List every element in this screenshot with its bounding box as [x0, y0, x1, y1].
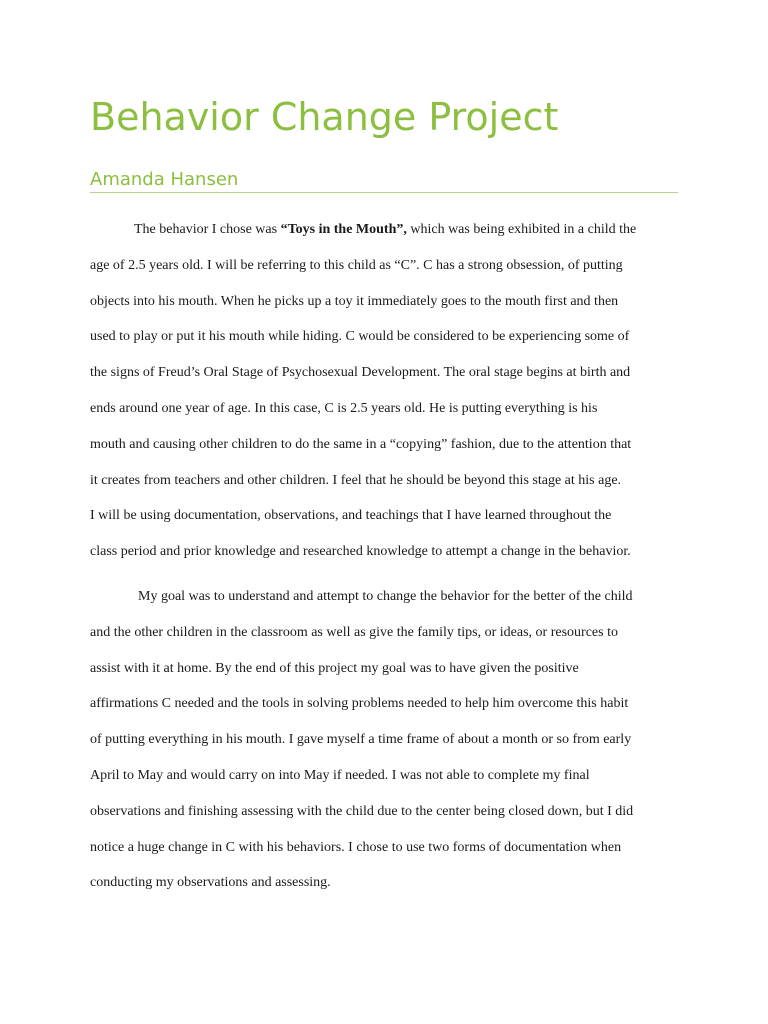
paragraph-line: notice a huge change in C with his behaviors. I chose to use two forms of documentation when: [90, 839, 622, 855]
paragraph-line: conducting my observations and assessing.: [90, 875, 331, 891]
paragraph-line: used to play or put it his mouth while hiding. C would be considered to be experiencing some of: [90, 329, 630, 345]
paragraph-line: mouth and causing other children to do the same in a “copying” fashion, due to the attention that: [90, 436, 632, 452]
paragraph-line: observations and finishing assessing with the child due to the center being closed down, but I did: [90, 803, 634, 819]
paragraph-line: affirmations C needed and the tools in solving problems needed to help him overcome this habit: [90, 696, 629, 712]
paragraph-line: it creates from teachers and other children. I feel that he should be beyond this stage at his age.: [90, 472, 622, 488]
document-body: [90, 212, 678, 901]
paragraph-line: April to May and would carry on into May if needed. I was not able to complete my final: [90, 767, 590, 783]
paragraph-line: the signs of Freud’s Oral Stage of Psychosexual Development. The oral stage begins at birth and: [90, 365, 631, 381]
author-name: Amanda Hansen: [90, 169, 239, 190]
paragraph-line: [90, 212, 678, 248]
text-run: which was being exhibited in a child the: [406, 222, 637, 237]
paragraph-line: and the other children in the classroom as well as give the family tips, or ideas, or resources to: [90, 624, 618, 640]
paragraph-line: ends around one year of age. In this case, C is 2.5 years old. He is putting everything is his: [90, 400, 598, 416]
paragraph-line: of putting everything in his mouth. I gave myself a time frame of about a month or so from early: [90, 732, 632, 748]
paragraph-1: [90, 212, 678, 570]
heading-divider: [90, 192, 678, 193]
text-run: The behavior I chose was: [134, 222, 281, 237]
paragraph-2: [90, 579, 678, 901]
paragraph-line: objects into his mouth. When he picks up a toy it immediately goes to the mouth first and then: [90, 293, 619, 309]
document-title: Behavior Change Project: [90, 95, 559, 139]
paragraph-line: age of 2.5 years old. I will be referring to this child as “C”. C has a strong obsession, of putting: [90, 257, 623, 273]
paragraph-line: assist with it at home. By the end of this project my goal was to have given the positive: [90, 660, 579, 676]
paragraph-line: My goal was to understand and attempt to change the behavior for the better of the child: [138, 588, 633, 604]
paragraph-line: class period and prior knowledge and researched knowledge to attempt a change in the behavior.: [90, 544, 631, 560]
paragraph-spacing: [90, 570, 678, 579]
paragraph-line: I will be using documentation, observations, and teachings that I have learned throughout the: [90, 508, 612, 524]
emphasized-text: “Toys in the Mouth”,: [280, 222, 407, 237]
